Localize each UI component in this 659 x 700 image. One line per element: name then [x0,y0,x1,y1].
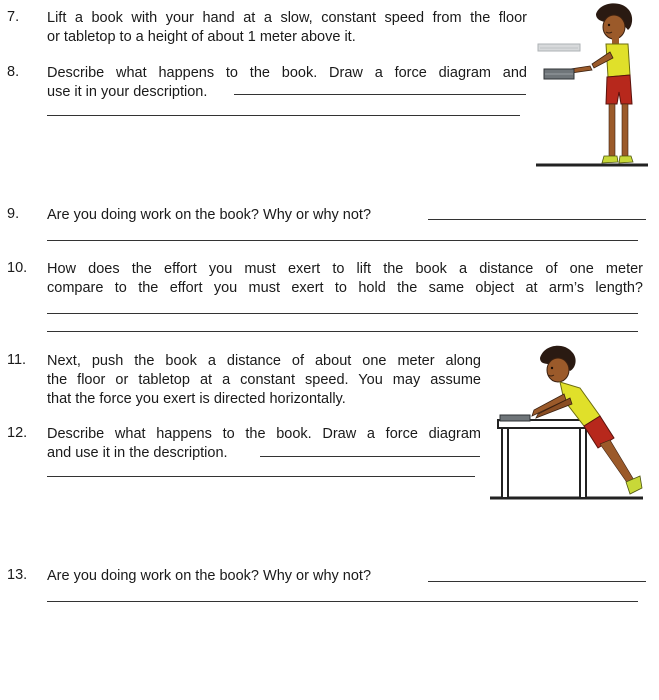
question-text-line: Describe what happens to the book. Draw a force diagram and [47,65,527,81]
answer-line[interactable] [47,313,638,314]
answer-blank[interactable] [428,581,646,582]
answer-blank[interactable] [428,219,646,220]
answer-line[interactable] [47,240,638,241]
answer-line[interactable] [47,115,520,116]
question-text-line: Describe what happens to the book. Draw a force diagram [47,426,481,442]
question-number: 12. [7,425,28,441]
question-text-line: Are you doing work on the book? Why or why not? [47,207,372,223]
question-number: 11. [7,352,27,368]
pushing-book-illustration [488,338,650,506]
table [498,420,590,498]
question-number: 10. [7,260,28,276]
book-start-position [538,44,580,51]
answer-blank[interactable] [260,456,480,457]
question-text-line: How does the effort you must exert to lift the book a distance of one meter [47,261,643,277]
question-number: 13. [7,567,28,583]
book-lifted [544,69,574,79]
book-on-table [500,415,530,421]
answer-line[interactable] [47,601,638,602]
question-text-line: that the force you exert is directed horizontally. [47,391,346,407]
answer-line[interactable] [47,331,638,332]
question-text-line: or tabletop to a height of about 1 meter above it. [47,29,356,45]
question-text-line: use it in your description. [47,84,208,100]
question-number: 8. [7,64,20,80]
question-text-line: and use it in the description. [47,445,228,461]
question-text-line: Lift a book with your hand at a slow, constant speed from the floor [47,10,527,26]
question-number: 9. [7,206,20,222]
answer-line[interactable] [47,476,475,477]
lifting-book-illustration [530,0,659,175]
answer-blank[interactable] [234,94,526,95]
question-text-line: the floor or tabletop at a constant speed. You may assume [47,372,481,388]
question-number: 7. [7,9,20,25]
question-text-line: Are you doing work on the book? Why or why not? [47,568,372,584]
question-text-line: Next, push the book a distance of about one meter along [47,353,481,369]
question-text-line: compare to the effort you must exert to hold the same object at arm’s length? [47,280,643,296]
